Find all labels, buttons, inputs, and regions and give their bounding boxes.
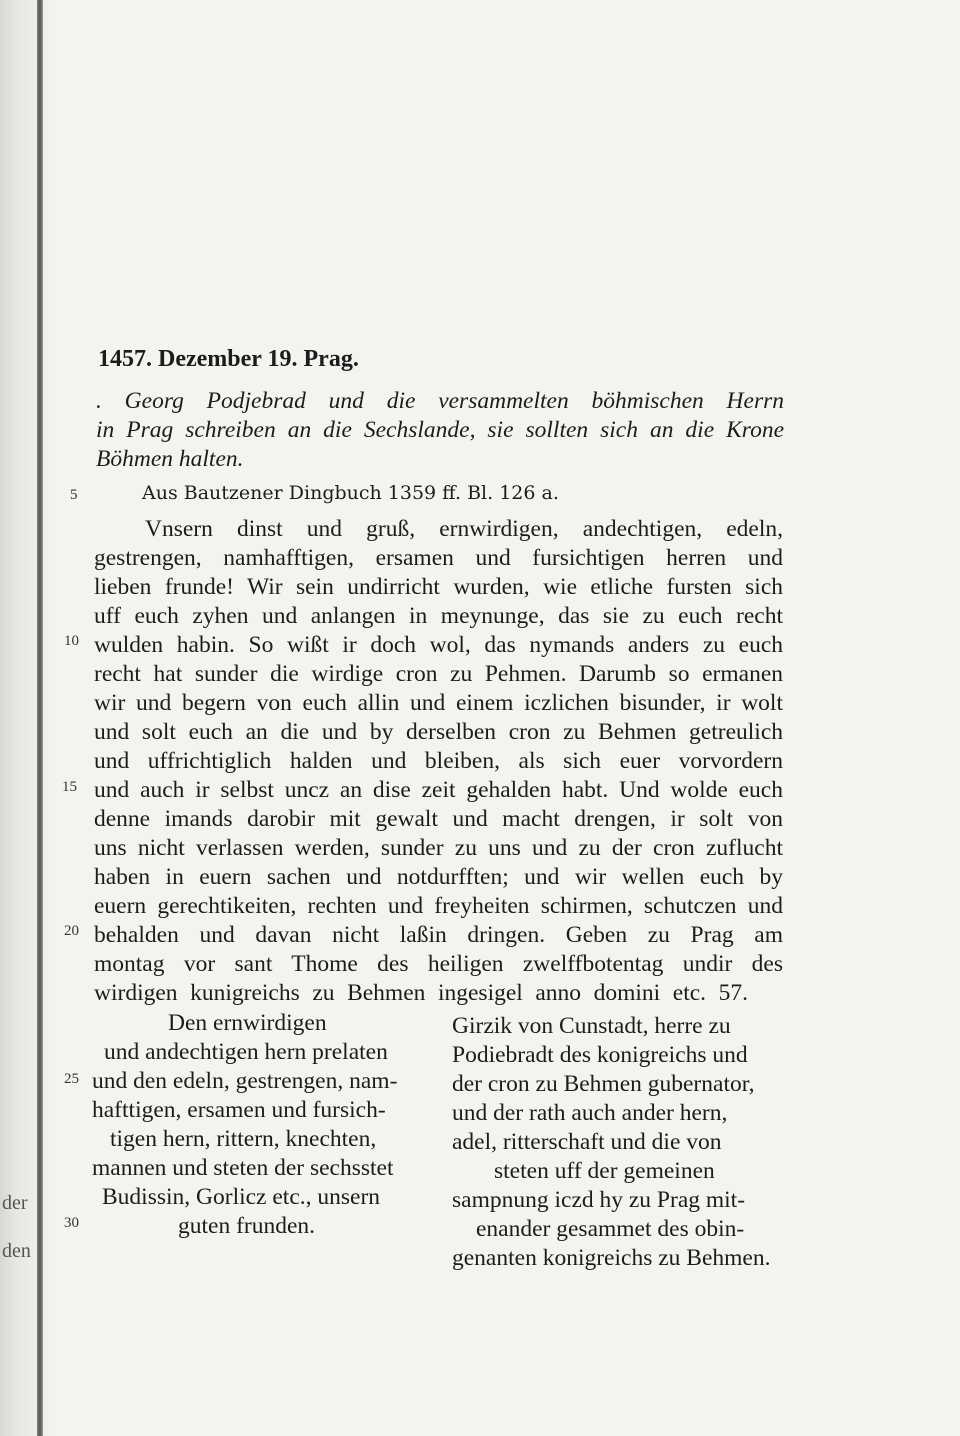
line-number: 25 [64, 1071, 79, 1087]
body-line: haben in euern sachen und notdurfften; und wir wellen euch by [94, 864, 783, 890]
body-line: wirdigen kunigreichs zu Behmen ingesigel anno domini etc. 57. [94, 980, 748, 1006]
edge-fragment-text: der [2, 1192, 28, 1214]
body-line: Vnsern dinst und gruß, ernwirdigen, andechtigen, edeln, [145, 516, 783, 542]
line-number: 20 [64, 923, 79, 939]
body-line: denne imands darobir mit gewalt und macht drengen, ir solt von [94, 806, 783, 832]
body-line: uns nicht verlassen werden, sunder zu uns und zu der cron zuflucht [94, 835, 783, 861]
edge-fragment-text: den [2, 1240, 31, 1262]
address-left-line: hafttigen, ersamen und fursich- [92, 1097, 386, 1123]
body-line: und auch ir selbst uncz an dise zeit gehalden habt. Und wolde euch [94, 777, 783, 803]
body-line: wir und begern von euch allin und einem iczlichen bisunder, ir wolt [94, 690, 783, 716]
binding-edge-line [37, 0, 43, 1436]
body-line: lieben frunde! Wir sein undirricht wurden, wie etliche fursten sich [94, 574, 783, 600]
address-left-line: Den ernwirdigen [168, 1010, 327, 1036]
address-right-line: genanten konigreichs zu Behmen. [452, 1245, 771, 1271]
body-line: montag vor sant Thome des heiligen zwelffbotentag undir des [94, 951, 783, 977]
source-note: Aus Bautzener Dingbuch 1359 ff. Bl. 126 a. [142, 482, 559, 504]
body-line: euern gerechtikeiten, rechten und freyheiten schirmen, schutczen und [94, 893, 783, 919]
address-left-line: und den edeln, gestrengen, nam- [92, 1068, 398, 1094]
page-binding-shadow [0, 0, 56, 1436]
regest-line: in Prag schreiben an die Sechslande, sie sollten sich an die Krone [96, 417, 784, 443]
address-left-line: und andechtigen hern prelaten [104, 1039, 388, 1065]
address-right-line: adel, ritterschaft und die von [452, 1129, 722, 1155]
address-right-line: der cron zu Behmen gubernator, [452, 1071, 755, 1097]
body-line: und solt euch an die und by derselben cron zu Behmen getreulich [94, 719, 783, 745]
address-right-line: sampnung iczd hy zu Prag mit- [452, 1187, 746, 1213]
body-line: recht hat sunder die wirdige cron zu Pehmen. Darumb so ermanen [94, 661, 783, 687]
body-line: uff euch zyhen und anlangen in meynunge, das sie zu euch recht [94, 603, 783, 629]
body-line: und uffrichtiglich halden und bleiben, als sich euer vorvordern [94, 748, 783, 774]
address-left-line: tigen hern, rittern, knechten, [110, 1126, 377, 1152]
body-line: wulden habin. So wißt ir doch wol, das nymands anders zu euch [94, 632, 783, 658]
regest-line: Böhmen halten. [96, 446, 244, 472]
body-line: gestrengen, namhafftigen, ersamen und fursichtigen herren und [94, 545, 783, 571]
line-number: 30 [64, 1215, 79, 1231]
body-line: behalden und davan nicht laßin dringen. Geben zu Prag am [94, 922, 783, 948]
address-right-line: Girzik von Cunstadt, herre zu [452, 1013, 731, 1039]
line-number: 10 [64, 633, 79, 649]
address-right-line: und der rath auch ander hern, [452, 1100, 728, 1126]
document-heading: 1457. Dezember 19. Prag. [98, 346, 359, 372]
line-number: 15 [62, 779, 77, 795]
address-right-line: steten uff der gemeinen [494, 1158, 715, 1184]
address-right-line: enander gesammet des obin- [476, 1216, 745, 1242]
regest-line: . Georg Podjebrad und die versammelten böhmischen Herrn [96, 388, 784, 414]
line-number: 5 [70, 487, 78, 503]
address-left-line: guten frunden. [178, 1213, 316, 1239]
address-right-line: Podiebradt des konigreichs und [452, 1042, 748, 1068]
address-left-line: mannen und steten der sechsstet [92, 1155, 394, 1181]
address-left-line: Budissin, Gorlicz etc., unsern [102, 1184, 381, 1210]
